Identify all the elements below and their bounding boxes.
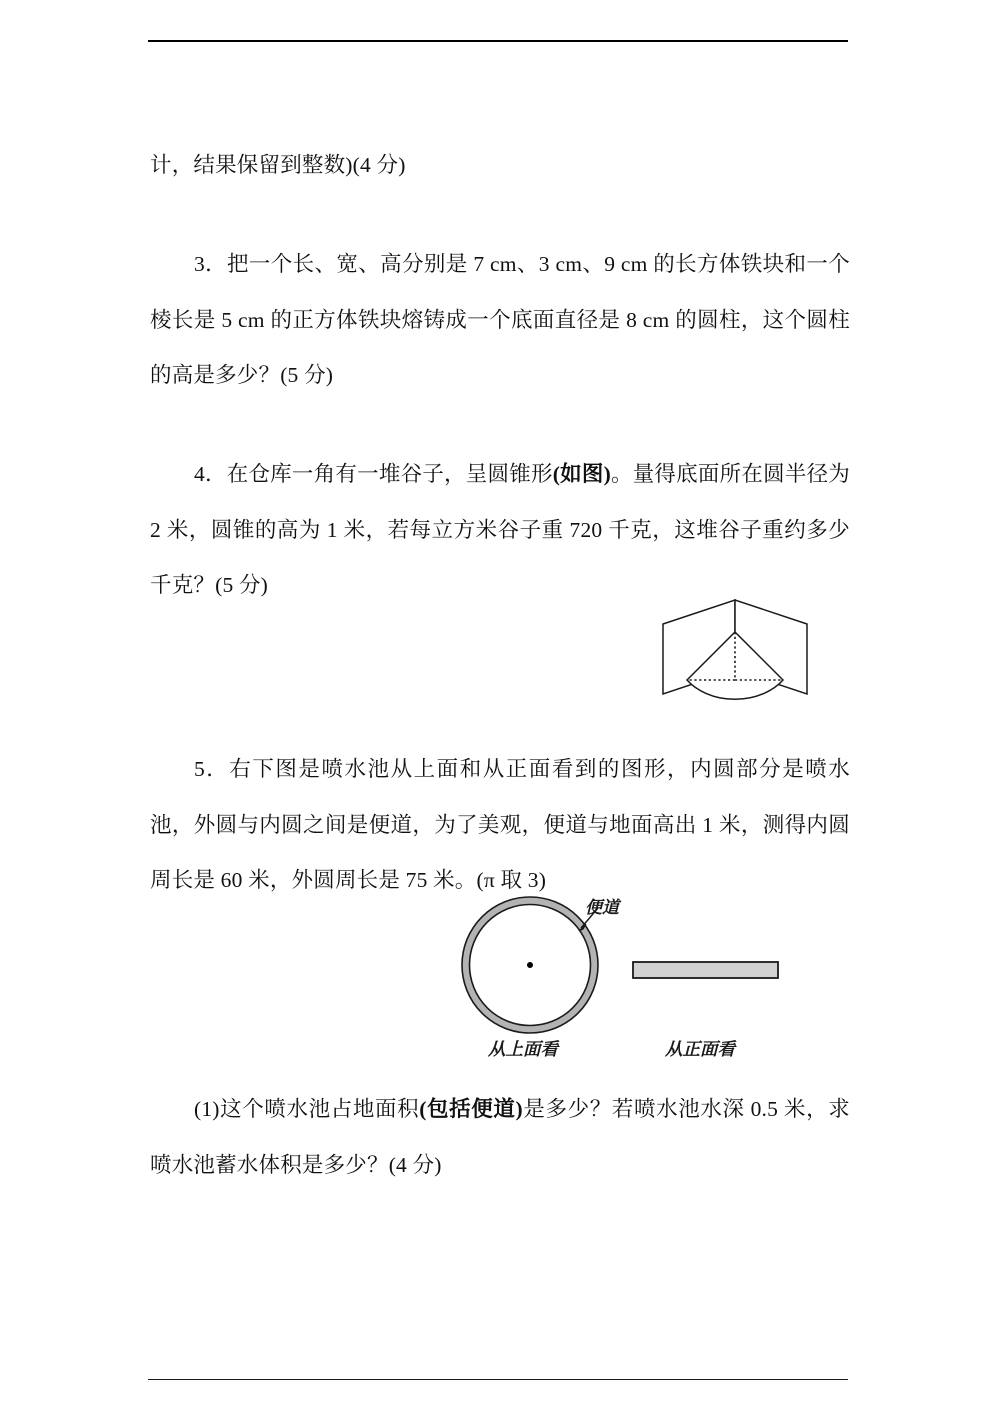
fountain-figures [450, 888, 800, 1058]
caption-view-from-front: 从正面看 [665, 1039, 735, 1059]
front-view-bar [633, 962, 778, 978]
problem-4 [150, 447, 850, 614]
walkway-label: 便道 [585, 898, 619, 917]
problem-4-text-a: 4．在仓库一角有一堆谷子，呈圆锥形 [194, 462, 553, 486]
fountain-svg [450, 888, 800, 1058]
problem-5-text: 5．右下图是喷水池从上面和从正面看到的图形，内圆部分是喷水池，外圆与内圆之间是便道，为了美观，便道与地面高出 1 米，测得内圆周长是 60 米，外圆周长是 75 米。(π 取 3) [150, 757, 850, 892]
caption-view-from-top: 从上面看 [488, 1039, 558, 1059]
footer-rule [148, 1379, 848, 1380]
continuation-line [150, 138, 850, 194]
center-dot [527, 962, 533, 968]
problem-4-text-b: (如图) [552, 462, 611, 486]
sub-1-text-a: (1)这个喷水池占地面积 [194, 1097, 420, 1121]
problem-3-text: 3．把一个长、宽、高分别是 7 cm、3 cm、9 cm 的长方体铁块和一个棱长是 5 cm 的正方体铁块熔铸成一个底面直径是 8 cm 的圆柱，这个圆柱的高是多少？(5 分) [150, 252, 850, 387]
cone-in-corner-svg [655, 592, 825, 722]
problem-4-text-c: 。量得底面所在圆半径为 2 米，圆锥的高为 1 米，若每立方米谷子重 720 千克，这堆谷子重约多少千克？(5 分) [150, 462, 850, 597]
problem-5 [150, 742, 850, 909]
figure-captions [450, 1036, 800, 1062]
continuation-text: 计，结果保留到整数)(4 分) [150, 153, 406, 177]
sub-1-text-c: 是多少？若喷水池水深 0.5 米，求喷水池蓄水体积是多少？(4 分) [150, 1097, 850, 1177]
sub-1-text-b: (包括便道) [419, 1097, 523, 1121]
problem-3 [150, 237, 850, 404]
header-rule [148, 40, 848, 42]
cone-in-corner-diagram [655, 592, 825, 722]
problem-5-sub-1 [150, 1082, 850, 1193]
